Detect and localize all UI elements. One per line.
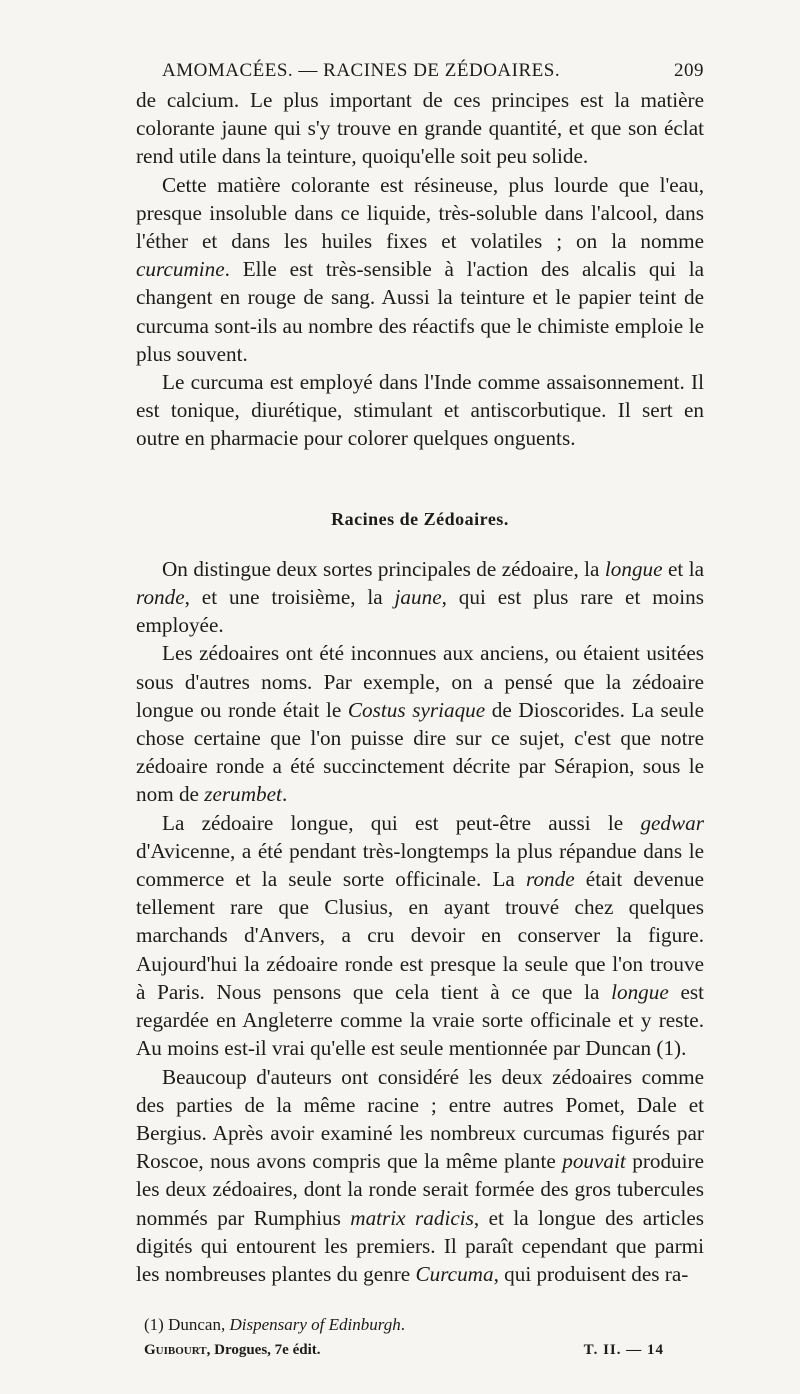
s2-text-a: Les zédoaires ont été inconnues aux anciens, ou étaient usitées sous d'autres noms. Par exemple, on a pensé que la zédoaire longue ou ronde était le [136, 641, 704, 722]
paragraph-3-text: Le curcuma est employé dans l'Inde comme assaisonnement. Il est tonique, diurétique, stimulant et antiscorbutique. Il sert en outre en pharmacie pour colorer quelques onguents. [136, 370, 704, 451]
signature-line [136, 1342, 704, 1359]
s4-text-a: Beaucoup d'auteurs ont considéré les deux zédoaires comme des parties de la même racine ; entre autres Pomet, Dale et Bergius. Après avoir examiné les nombreux curcumas figurés par Roscoe, nous avons compris que la même plante [136, 1064, 704, 1174]
signature-left [144, 1342, 321, 1359]
section-paragraph-4 [136, 1063, 704, 1289]
paragraph-1 [136, 86, 704, 171]
paragraph-3 [136, 368, 704, 453]
term-zerumbet: zerumbet [204, 782, 282, 807]
footnote-text-a: (1) Duncan, [144, 1315, 230, 1335]
s4-text-d: , qui produisent des ra- [493, 1261, 689, 1286]
page-number: 209 [674, 60, 704, 81]
s2-text-b: de Dioscorides. La seule chose certaine que l'on puisse dire sur ce sujet, c'est que notre zédoaire ronde a été succinctement décrite par Sérapion, sous le nom de [136, 697, 705, 807]
section-heading: Racines de Zédoaires. [331, 508, 509, 529]
term-longue-2: longue [611, 979, 669, 1004]
s3-text-a: La zédoaire longue, qui est peut-être aussi le [162, 810, 641, 835]
term-longue: longue [604, 556, 663, 581]
term-pouvait: pouvait [562, 1149, 626, 1174]
footnote-title: Dispensary of Edinburgh [229, 1315, 401, 1335]
s3-text-d: est regardée en Angleterre comme la vraie sorte officinale et y reste. Au moins est-il vrai qu'elle est seule mentionnée par Duncan (1). [136, 979, 704, 1061]
body-text [136, 86, 704, 1288]
term-costus-syriaque: Costus syriaque [347, 697, 486, 722]
term-gedwar: gedwar [640, 810, 704, 835]
paragraph-1-text: de calcium. Le plus important de ces principes est la matière colorante jaune qui s'y trouve en grande quantité, et que son éclat rend utile dans la teinture, quoiqu'elle soit peu solide. [136, 88, 704, 169]
section-paragraph-3 [136, 809, 704, 1063]
term-matrix-radicis: matrix radicis [350, 1205, 474, 1230]
s1-text-d: , qui est plus rare et moins employée. [136, 585, 704, 638]
s1-text-a: On distingue deux sortes principales de zédoaire, la [162, 556, 605, 581]
paragraph-2-text-b: . Elle est très-sensible à l'action des alcalis qui la changent en rouge de sang. Aussi la teinture et le papier teint de curcuma sont-ils au nombre des réactifs que le chimiste emploie le plus souvent. [136, 257, 704, 366]
footnote [136, 1314, 704, 1336]
section-paragraph-1 [136, 555, 704, 640]
s4-text-b: produire les deux zédoaires, dont la ronde serait formée des gros tubercules nommés par Rumphius [136, 1149, 705, 1230]
s3-text-c: était devenue tellement rare que Clusius, en ayant trouvé chez quelques marchands d'Anvers, a cru devoir en conserver la figure. Aujourd'hui la zédoaire ronde est presque la seule que l'on trouve à Paris. Nous pensons que cela tient à ce que la [136, 867, 704, 1004]
term-curcumine: curcumine [136, 257, 225, 282]
signature-volume: T. II. — 14 [583, 1342, 664, 1359]
signature-edition: , Drogues, 7e édit. [206, 1342, 321, 1359]
paragraph-2-text-a: Cette matière colorante est résineuse, plus lourde que l'eau, presque insoluble dans ce liquide, très-soluble dans l'alcool, dans l'éther et dans les huiles fixes et volatiles ; on la nomme [136, 172, 704, 254]
s2-text-c: . [281, 782, 288, 807]
term-ronde-2: ronde [525, 867, 575, 892]
footnote-text-b: . [400, 1315, 405, 1335]
term-curcuma: Curcuma [415, 1261, 494, 1286]
paragraph-2 [136, 171, 704, 368]
running-head-title: AMOMACÉES. — RACINES DE ZÉDOAIRES. [162, 60, 561, 81]
s1-text-b: et la [662, 556, 704, 581]
term-jaune: jaune [394, 585, 442, 610]
s3-text-b: d'Avicenne, a été pendant très-longtemps la plus répandue dans le commerce et la seule sorte officinale. La [136, 838, 704, 892]
section-paragraph-2 [136, 639, 704, 808]
term-ronde: ronde [136, 585, 185, 610]
s1-text-c: , et une troisième, la [184, 585, 395, 610]
running-head [136, 60, 704, 82]
signature-author: Guibourt [144, 1342, 207, 1359]
s4-text-c: , et la longue des articles digités qui entourent les premiers. Il paraît cependant que parmi les nombreuses plantes du genre [136, 1205, 704, 1286]
